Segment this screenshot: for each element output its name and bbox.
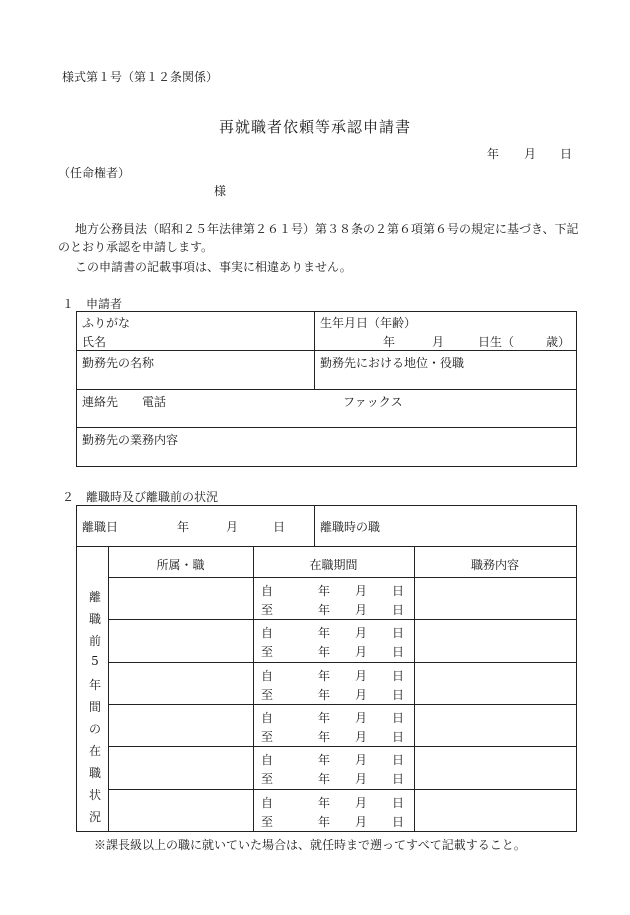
retire-year: 年 [177,520,190,534]
retire-position-label: 離職時の職 [320,520,381,534]
history-row-divider [108,704,576,705]
period-year: 年 [318,796,331,810]
history-row-divider [108,746,576,747]
period-prefix: 至 [261,645,274,659]
period-day: 日 [392,626,405,640]
body-line-1: 地方公務員法（昭和２５年法律第２６１号）第３８条の２第６項第６号の規定に基づき、下記 [75,222,579,236]
period-day: 日 [392,753,405,767]
period-prefix: 自 [261,796,274,810]
period-prefix: 至 [261,603,274,617]
period-month: 月 [355,584,368,598]
col-duties: 職務内容 [470,558,519,572]
period-year: 年 [318,753,331,767]
retire-date-label: 離職日 [82,520,119,534]
employer-name-label: 勤務先の名称 [82,356,155,370]
period-month: 月 [355,796,368,810]
section1-heading: １ 申請者 [62,297,123,311]
history-row-divider [108,662,576,663]
vertical-label-char: の [88,722,101,736]
dob-day-birth: 日生（ [478,335,515,349]
period-month: 月 [355,730,368,744]
period-year: 年 [318,815,331,829]
vertical-label-char: 5 [91,654,99,668]
date-year: 年 [487,147,500,161]
vertical-label-char: 職 [88,612,101,626]
period-prefix: 自 [261,753,274,767]
furigana-label: ふりがな [82,316,131,330]
period-prefix: 至 [261,815,274,829]
period-month: 月 [355,753,368,767]
body-line-3: この申請書の記載事項は、事実に相違ありません。 [75,260,352,274]
period-prefix: 自 [261,626,274,640]
col-affiliation: 所属・職 [156,558,205,572]
period-year: 年 [318,730,331,744]
period-year: 年 [318,711,331,725]
period-month: 月 [355,626,368,640]
dob-age: 歳） [546,335,571,349]
body-line-2: のとおり承認を申請します。 [58,240,214,254]
period-year: 年 [318,645,331,659]
period-year: 年 [318,584,331,598]
vertical-label-char: 前 [88,634,101,648]
period-day: 日 [392,688,405,702]
appointer-label: （任命権者） [58,166,131,180]
period-year: 年 [318,688,331,702]
date-day: 日 [560,147,573,161]
name-label: 氏名 [82,335,107,349]
period-month: 月 [355,669,368,683]
position-label: 勤務先における地位・役職 [320,356,465,370]
dob-label: 生年月日（年齢） [320,316,417,330]
period-year: 年 [318,603,331,617]
period-year: 年 [318,772,331,786]
business-label: 勤務先の業務内容 [82,433,179,447]
period-prefix: 自 [261,711,274,725]
period-day: 日 [392,730,405,744]
fax-label: ファックス [343,395,403,409]
period-year: 年 [318,669,331,683]
period-day: 日 [392,669,405,683]
period-day: 日 [392,772,405,786]
period-day: 日 [392,584,405,598]
footnote: ※課長級以上の職に就いていた場合は、就任時まで遡ってすべて記載すること。 [94,838,526,852]
period-month: 月 [355,645,368,659]
form-number: 様式第１号（第１２条関係） [62,70,219,84]
vertical-label-char: 間 [88,700,101,714]
period-month: 月 [355,711,368,725]
period-month: 月 [355,815,368,829]
retire-day: 日 [273,520,286,534]
vertical-label-char: 職 [88,766,101,780]
period-day: 日 [392,796,405,810]
period-prefix: 至 [261,688,274,702]
phone-label: 電話 [142,395,167,409]
period-day: 日 [392,815,405,829]
period-day: 日 [392,645,405,659]
dob-year: 年 [383,335,396,349]
section2-heading: ２ 離職時及び離職前の状況 [62,490,219,504]
dob-month: 月 [432,335,445,349]
vertical-label-char: 在 [88,744,101,758]
history-row-divider [108,789,576,790]
history-row-divider [108,619,576,620]
form-title: 再就職者依頼等承認申請書 [218,118,411,136]
period-month: 月 [355,772,368,786]
period-month: 月 [355,603,368,617]
sama-label: 様 [214,184,227,198]
vertical-label-char: 年 [88,678,101,692]
contact-label: 連絡先 [82,395,119,409]
col-period: 在職期間 [309,558,358,572]
period-year: 年 [318,626,331,640]
period-prefix: 至 [261,730,274,744]
period-month: 月 [355,688,368,702]
period-prefix: 至 [261,772,274,786]
vertical-label-char: 離 [88,590,101,604]
date-month: 月 [524,147,537,161]
vertical-label-char: 況 [88,810,101,824]
period-prefix: 自 [261,669,274,683]
period-prefix: 自 [261,584,274,598]
retire-month: 月 [226,520,239,534]
vertical-label-char: 状 [88,788,101,802]
period-day: 日 [392,603,405,617]
period-day: 日 [392,711,405,725]
